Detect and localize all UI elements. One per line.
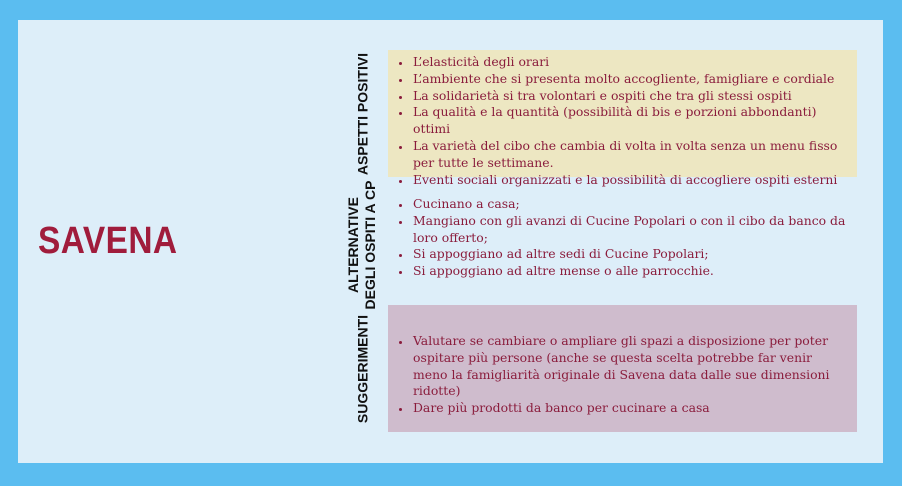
- list-item: • Cucinano a casa;: [411, 196, 849, 213]
- list-item: • Eventi sociali organizzati e la possibilità di accogliere ospiti esterni: [411, 172, 849, 189]
- list-item: • L’elasticità degli orari: [411, 54, 849, 71]
- list-item: • Dare più prodotti da banco per cucinare a casa: [411, 400, 849, 417]
- list-item: • Mangiano con gli avanzi di Cucine Popolari o con il cibo da banco da loro offerto;: [411, 213, 849, 247]
- list-item: • Si appoggiano ad altre sedi di Cucine Popolari;: [411, 246, 849, 263]
- label-alternative: [345, 181, 379, 310]
- label-line: SUGGERIMENTI: [354, 314, 371, 424]
- suggestions-box: [388, 305, 857, 432]
- label-aspetti-positivi: [355, 53, 372, 175]
- positive-aspects-box: [388, 50, 857, 187]
- label-line: ALTERNATIVE: [345, 197, 361, 293]
- suggestions-list: [396, 333, 849, 417]
- list-item: • Si appoggiano ad altre mense o alle parrocchie.: [411, 263, 849, 280]
- list-item: • Valutare se cambiare o ampliare gli spazi a disposizione per poter ospitare più persone (anche se questa scelta potrebbe far venir meno la famigliarità originale di Savena data dalle sue dimensioni ridotte): [411, 333, 849, 400]
- alternatives-list: [396, 196, 849, 280]
- alternatives-box: [388, 192, 857, 297]
- page-title: SAVENA: [38, 220, 178, 262]
- list-item: • La varietà del cibo che cambia di volta in volta senza un menu fisso per tutte le settimane.: [411, 138, 849, 172]
- label-line: DEGLI OSPITI A CP: [362, 180, 378, 310]
- slide-panel: [18, 20, 883, 463]
- list-item: • La qualità e la quantità (possibilità di bis e porzioni abbondanti) ottimi: [411, 104, 849, 138]
- list-item: • L’ambiente che si presenta molto accogliente, famigliare e cordiale: [411, 71, 849, 88]
- positive-list: [396, 54, 849, 188]
- label-line: ASPETTI POSITIVI: [354, 52, 371, 176]
- label-suggerimenti: [355, 315, 372, 423]
- list-item: • La solidarietà si tra volontari e ospiti che tra gli stessi ospiti: [411, 88, 849, 105]
